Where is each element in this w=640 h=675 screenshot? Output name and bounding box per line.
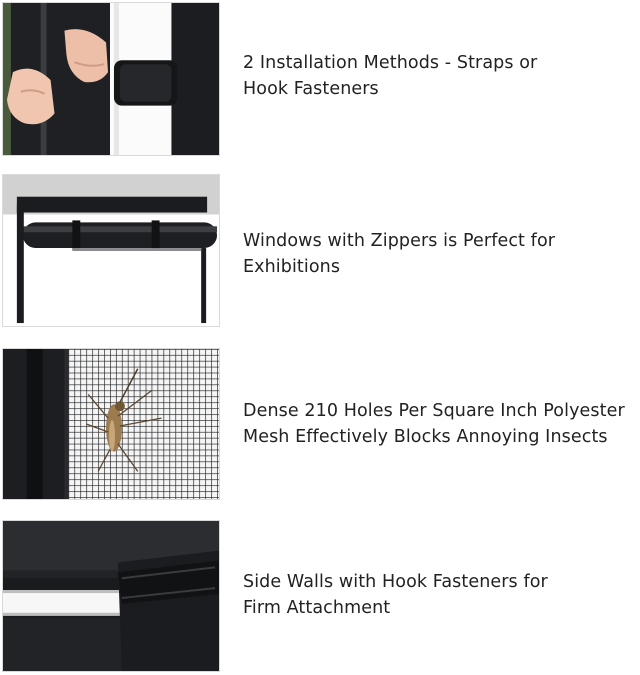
- installation-photo: [2, 2, 220, 156]
- mesh-caption-line-1: Dense 210 Holes Per Square Inch Polyester: [243, 401, 625, 421]
- windows-caption: [243, 228, 638, 280]
- installation-caption-line-2: Hook Fasteners: [243, 79, 379, 99]
- sidewalls-photo: [2, 520, 220, 672]
- feature-row-windows: [0, 174, 640, 330]
- windows-photo: [2, 174, 220, 327]
- mesh-caption: [243, 398, 638, 450]
- sidewalls-caption-line-2: Firm Attachment: [243, 598, 391, 618]
- windows-caption-line-2: Exhibitions: [243, 257, 341, 277]
- mesh-caption-line-2: Mesh Effectively Blocks Annoying Insects: [243, 427, 608, 447]
- installation-caption-line-1: 2 Installation Methods - Straps or: [243, 53, 538, 73]
- feature-row-sidewalls: [0, 518, 640, 674]
- sidewalls-caption: [243, 569, 638, 621]
- mesh-photo: [2, 348, 220, 500]
- feature-row-installation: [0, 0, 640, 160]
- windows-caption-line-1: Windows with Zippers is Perfect for: [243, 231, 556, 251]
- sidewalls-caption-line-1: Side Walls with Hook Fasteners for: [243, 572, 548, 592]
- installation-caption: [243, 50, 638, 102]
- feature-row-mesh: [0, 346, 640, 502]
